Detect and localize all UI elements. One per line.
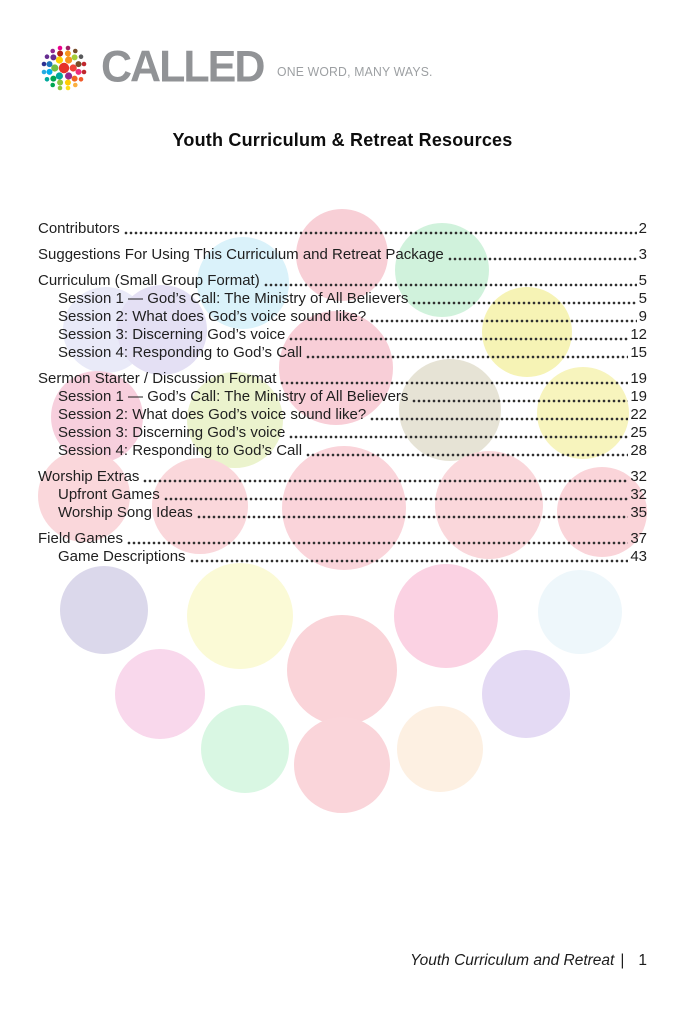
toc-dot-leader [124,220,637,238]
toc-page-number: 2 [638,220,647,237]
toc-page-number: 25 [630,424,647,441]
page-footer [410,952,647,970]
toc-entry [38,370,647,388]
toc-entry-label: Curriculum (Small Group Format) [38,272,260,289]
toc-entry-label: Game Descriptions [58,548,186,565]
toc-dot-leader [190,548,629,566]
toc-dot-leader [370,406,628,424]
toc-entry-label: Sermon Starter / Discussion Format [38,370,277,387]
toc-entry-label: Session 1 — God’s Call: The Ministry of All Believers [58,388,409,405]
decor-circle [397,706,483,792]
toc-dot-leader [164,486,629,504]
table-of-contents [38,220,647,566]
page-title: Youth Curriculum & Retreat Resources [172,130,513,150]
toc-dot-leader [289,424,628,442]
toc-dot-leader [412,290,636,308]
toc-entry [38,442,647,460]
footer-document-title: Youth Curriculum and Retreat [410,952,615,969]
toc-page-number: 35 [630,504,647,521]
toc-dot-leader [448,246,637,264]
toc-dot-leader [306,344,628,362]
toc-page-number: 32 [630,468,647,485]
decor-circle [60,566,148,654]
decor-circle [287,615,397,725]
toc-entry [38,344,647,362]
toc-page-number: 19 [630,370,647,387]
toc-page-number: 15 [630,344,647,361]
toc-page-number: 5 [638,290,647,307]
toc-entry [38,220,647,238]
decor-circle [394,564,498,668]
toc-page-number: 32 [630,486,647,503]
toc-dot-leader [412,388,628,406]
decor-circle [187,563,293,669]
toc-page-number: 12 [630,326,647,343]
toc-entry [38,246,647,264]
toc-entry [38,388,647,406]
toc-entry-label: Contributors [38,220,120,237]
toc-dot-leader [143,468,628,486]
toc-entry-label: Worship Song Ideas [58,504,193,521]
toc-page-number: 3 [638,246,647,263]
toc-dot-leader [127,530,628,548]
called-logo [40,44,443,92]
footer-separator: | [620,952,625,969]
toc-entry [38,424,647,442]
decor-circle [115,649,205,739]
toc-entry [38,290,647,308]
toc-entry [38,326,647,344]
toc-page-number: 37 [630,530,647,547]
toc-dot-leader [289,326,628,344]
toc-page-number: 28 [630,442,647,459]
toc-entry-label: Session 3: Discerning God’s voice [58,424,286,441]
footer-page-number: 1 [638,952,647,969]
toc-entry-label: Session 3: Discerning God’s voice [58,326,286,343]
toc-entry-label: Suggestions For Using This Curriculum and Retreat Package [38,246,444,263]
toc-entry [38,272,647,290]
toc-dot-leader [280,370,628,388]
toc-page-number: 43 [630,548,647,565]
decor-circle [538,570,622,654]
toc-entry [38,504,647,522]
toc-page-number: 19 [630,388,647,405]
logo-wordmark: CALLED [101,42,264,92]
toc-entry [38,486,647,504]
toc-entry [38,530,647,548]
called-dots-logo-icon [40,44,88,92]
toc-entry-label: Field Games [38,530,124,547]
toc-page-number: 5 [638,272,647,289]
toc-entry-label: Worship Extras [38,468,140,485]
decor-circle [482,650,570,738]
decor-circle [294,717,390,813]
toc-entry-label: Session 4: Responding to God’s Call [58,344,303,361]
decor-circle [201,705,289,793]
toc-entry-label: Session 4: Responding to God’s Call [58,442,303,459]
toc-entry-label: Session 2: What does God’s voice sound like? [58,308,367,325]
toc-entry-label: Session 1 — God’s Call: The Ministry of All Believers [58,290,409,307]
toc-dot-leader [264,272,637,290]
toc-dot-leader [370,308,636,326]
toc-entry-label: Upfront Games [58,486,160,503]
toc-page-number: 22 [630,406,647,423]
logo-tagline: ONE WORD, MANY WAYS. [277,64,434,79]
toc-entry-label: Session 2: What does God’s voice sound like? [58,406,367,423]
toc-dot-leader [197,504,629,522]
toc-entry [38,308,647,326]
toc-page-number: 9 [638,308,647,325]
toc-entry [38,548,647,566]
toc-dot-leader [306,442,628,460]
toc-entry [38,406,647,424]
toc-entry [38,468,647,486]
